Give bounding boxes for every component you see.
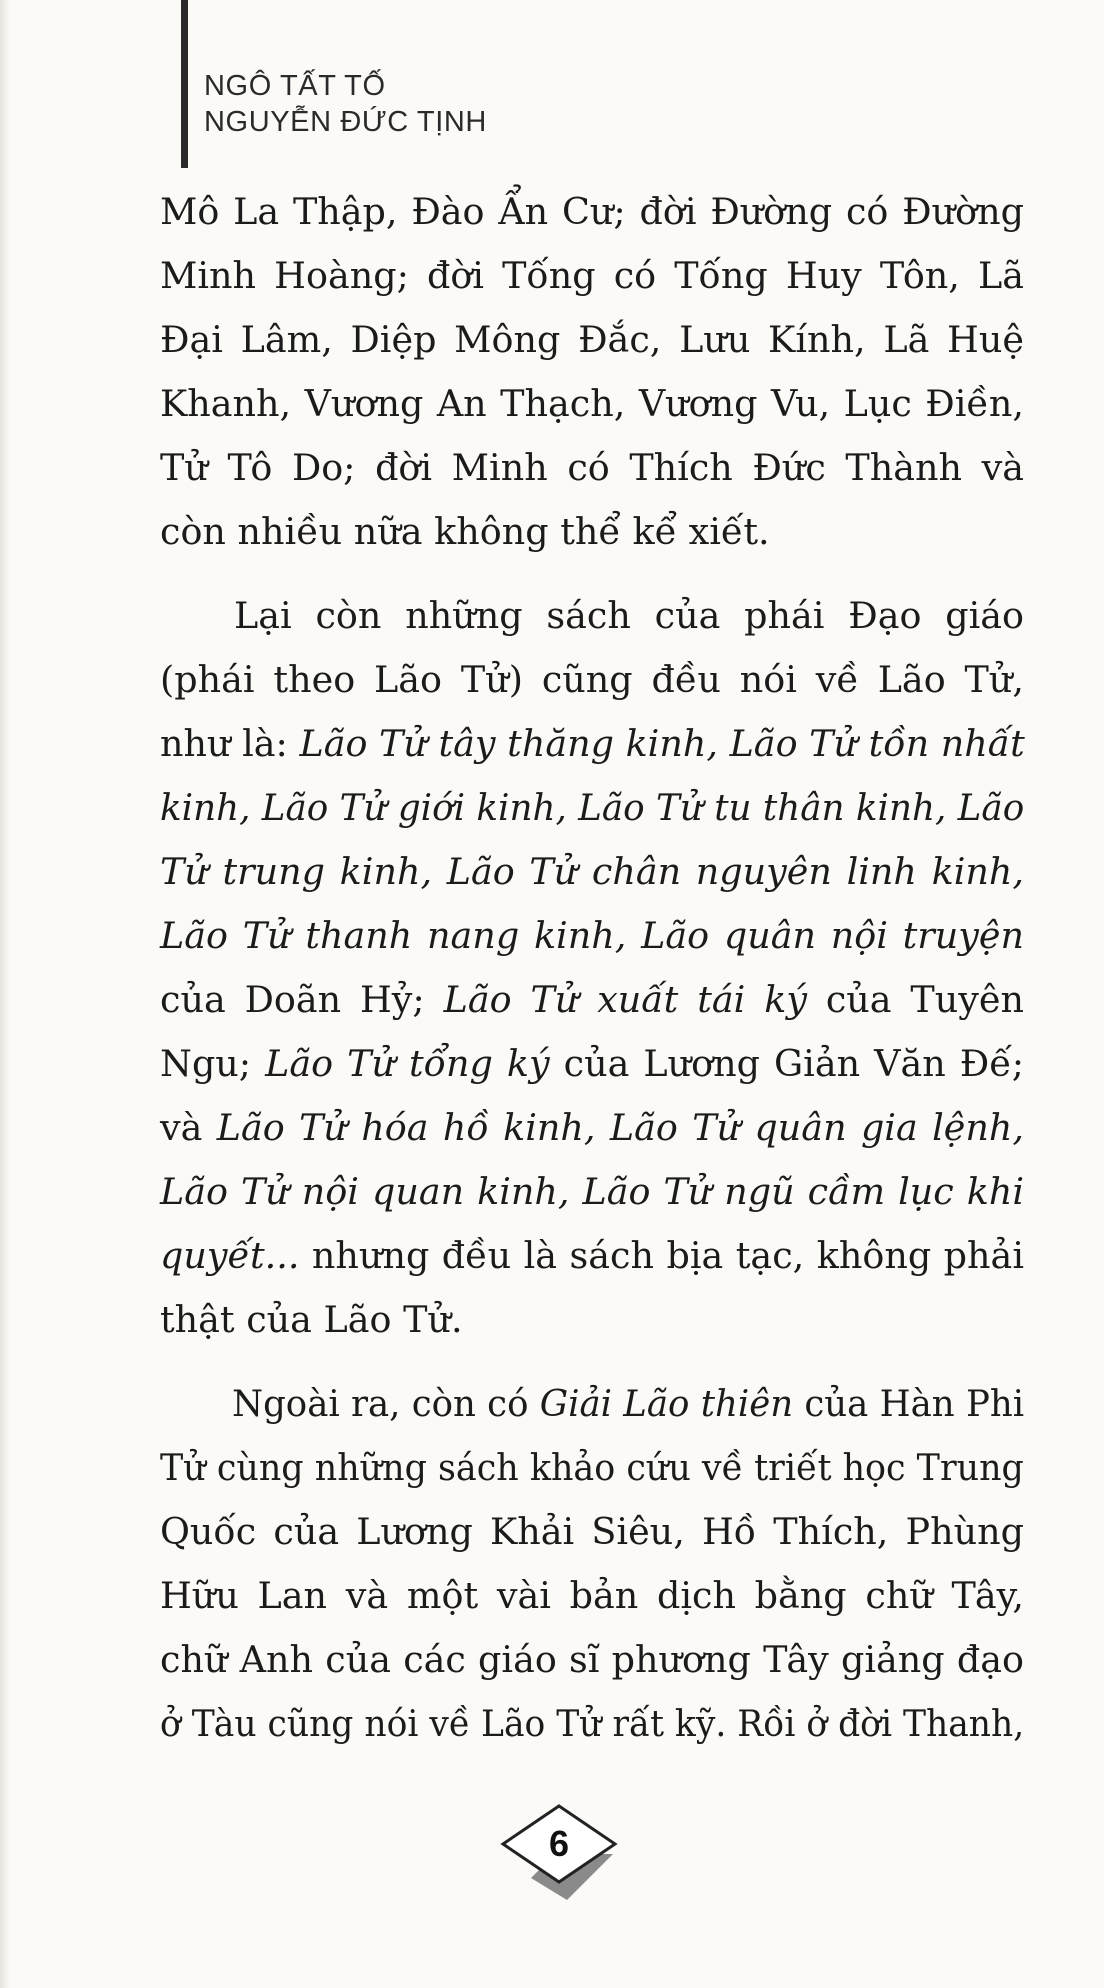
text-line: Đại Lâm, Diệp Mông Đắc, Lưu Kính, Lã Huệ [160, 318, 1024, 361]
text-line [160, 904, 1024, 968]
text-line [160, 968, 1024, 1032]
book-title: Lão Tử nội quan kinh, Lão Tử ngũ cầm lục khi [160, 1170, 1024, 1213]
book-title: Lão Tử tây thăng kinh, Lão Tử tồn nhất [299, 722, 1025, 765]
book-title: Lão Tử hóa hồ kinh, Lão Tử quân gia lệnh, [216, 1106, 1024, 1149]
text-span: như là: [160, 722, 300, 765]
text-span: của Doãn Hỷ; [160, 978, 444, 1021]
author-name-1: NGÔ TẤT TỐ [204, 70, 386, 102]
text-line: Hữu Lan và một vài bản dịch bằng chữ Tây, [160, 1574, 1024, 1617]
text-line [160, 1032, 1024, 1096]
text-line [160, 1096, 1024, 1160]
text-line: Tử Tô Do; đời Minh có Thích Đức Thành và [160, 446, 1024, 489]
text-line: Lại còn những sách của phái Đạo giáo [234, 594, 1024, 637]
text-line: thật của Lão Tử. [160, 1298, 463, 1341]
text-span: và [160, 1106, 217, 1149]
page-number-badge [497, 1800, 621, 1900]
book-title: Lão Tử xuất tái ký [443, 978, 807, 1021]
text-line [160, 1160, 1024, 1224]
text-line: Minh Hoàng; đời Tống có Tống Huy Tôn, Lã [160, 254, 1024, 297]
text-line [160, 1372, 1025, 1436]
text-span: Ngoài ra, còn có [232, 1382, 540, 1425]
text-line: Tử cùng những sách khảo cứu về triết học Trung [160, 1446, 1024, 1489]
text-line [160, 712, 1024, 776]
text-line [160, 840, 1024, 904]
page-edge [0, 0, 10, 1988]
text-line [160, 776, 1025, 840]
book-title: Giải Lão thiên [539, 1382, 794, 1425]
text-line [160, 1224, 1024, 1288]
text-line: ở Tàu cũng nói về Lão Tử rất kỹ. Rồi ở đời Thanh, [160, 1702, 1025, 1745]
page-number: 6 [548, 1823, 570, 1864]
author-name-2: NGUYỄN ĐỨC TỊNH [204, 106, 487, 138]
text-line: còn nhiều nữa không thể kể xiết. [160, 510, 770, 553]
text-line: (phái theo Lão Tử) cũng đều nói về Lão Tử, [160, 658, 1024, 701]
book-title: Lão Tử thanh nang kinh, Lão quân nội truyện [160, 914, 1024, 957]
text-line: Quốc của Lương Khải Siêu, Hồ Thích, Phùng [160, 1510, 1024, 1553]
text-line: Mô La Thập, Đào Ẩn Cư; đời Đường có Đường [160, 190, 1024, 233]
book-title: Lão Tử tổng ký [265, 1042, 550, 1085]
book-title: quyết... [160, 1234, 300, 1277]
book-title: kinh, Lão Tử giới kinh, Lão Tử tu thân kinh, Lão [160, 786, 1025, 829]
book-title: Tử trung kinh, Lão Tử chân nguyên linh kinh, [160, 850, 1024, 893]
text-line: chữ Anh của các giáo sĩ phương Tây giảng đạo [160, 1638, 1024, 1681]
text-line: Khanh, Vương An Thạch, Vương Vu, Lục Điền, [160, 382, 1024, 425]
text-span: của Lương Giản Văn Đế; [549, 1042, 1024, 1085]
paragraph-gap [160, 564, 1024, 584]
text-span: của Tuyên [806, 978, 1025, 1021]
running-head [204, 68, 487, 140]
header-rule [181, 0, 188, 168]
text-span: Ngu; [160, 1042, 266, 1085]
text-span: nhưng đều là sách bịa tạc, không phải [299, 1234, 1024, 1277]
text-span: của Hàn Phi [793, 1382, 1025, 1425]
body-text [160, 180, 1024, 1756]
paragraph-gap [160, 1352, 1024, 1372]
